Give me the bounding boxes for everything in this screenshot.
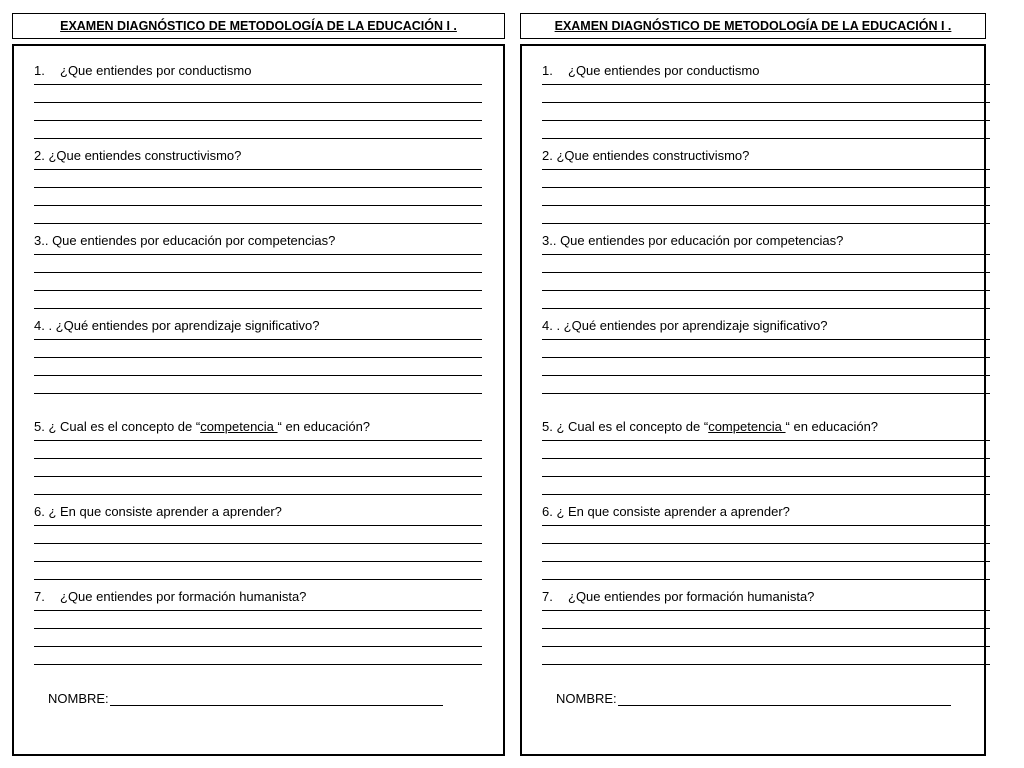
answer-line[interactable] <box>542 629 990 647</box>
answer-line[interactable] <box>34 376 482 394</box>
answer-line[interactable] <box>34 526 482 544</box>
answer-line[interactable] <box>34 103 482 121</box>
question-text: 2. ¿Que entiendes constructivismo? <box>542 148 750 163</box>
answer-line[interactable] <box>34 170 482 188</box>
answer-line[interactable] <box>542 273 990 291</box>
answer-line[interactable] <box>34 459 482 477</box>
question-text: 3.. Que entiendes por educación por competencias? <box>542 233 844 248</box>
question-4 <box>34 317 482 335</box>
answer-line[interactable] <box>542 188 990 206</box>
answer-line[interactable] <box>542 85 990 103</box>
nombre-field <box>556 691 951 706</box>
answer-line[interactable] <box>542 291 990 309</box>
answer-line[interactable] <box>34 358 482 376</box>
answer-line[interactable] <box>542 170 990 188</box>
nombre-label: NOMBRE: <box>48 691 109 706</box>
question-1 <box>542 62 990 80</box>
question-list-left <box>34 62 482 665</box>
answer-line[interactable] <box>542 647 990 665</box>
answer-line[interactable] <box>542 544 990 562</box>
answer-line[interactable] <box>34 188 482 206</box>
question-number: 7. <box>34 589 45 604</box>
question-text: 3.. Que entiendes por educación por competencias? <box>34 233 336 248</box>
question-2 <box>34 147 482 165</box>
question-emphasis: competencia <box>708 419 786 434</box>
answer-line[interactable] <box>34 121 482 139</box>
exam-sheet-left <box>12 44 505 756</box>
answer-line[interactable] <box>542 611 990 629</box>
question-7 <box>34 588 482 606</box>
question-number: 1. <box>34 63 45 78</box>
question-text: 4. . ¿Qué entiendes por aprendizaje significativo? <box>34 318 320 333</box>
answer-line[interactable] <box>542 477 990 495</box>
question-3 <box>34 232 482 250</box>
nombre-input-line[interactable] <box>618 691 951 706</box>
question-number: 1. <box>542 63 553 78</box>
answer-line[interactable] <box>34 477 482 495</box>
question-text: 5. ¿ Cual es el concepto de “ <box>34 419 201 434</box>
exam-title-left: EXAMEN DIAGNÓSTICO DE METODOLOGÍA DE LA EDUCACIÓN I . <box>12 13 505 39</box>
answer-line[interactable] <box>542 459 990 477</box>
answer-line[interactable] <box>34 340 482 358</box>
nombre-field <box>48 691 443 706</box>
question-list-right <box>542 62 990 665</box>
answer-line[interactable] <box>542 358 990 376</box>
answer-line[interactable] <box>34 562 482 580</box>
answer-line[interactable] <box>34 629 482 647</box>
answer-line[interactable] <box>542 340 990 358</box>
answer-line[interactable] <box>34 291 482 309</box>
question-text-end: “ en educación? <box>277 419 371 434</box>
question-text: 6. ¿ En que consiste aprender a aprender? <box>34 504 282 519</box>
question-6 <box>34 503 482 521</box>
question-text: 5. ¿ Cual es el concepto de “ <box>542 419 709 434</box>
answer-line[interactable] <box>542 562 990 580</box>
question-number: 7. <box>542 589 553 604</box>
nombre-input-line[interactable] <box>110 691 443 706</box>
exam-sheet-right <box>520 44 986 756</box>
answer-line[interactable] <box>34 611 482 629</box>
answer-line[interactable] <box>542 121 990 139</box>
question-5 <box>34 418 482 436</box>
question-5 <box>542 418 990 436</box>
answer-line[interactable] <box>542 376 990 394</box>
answer-line[interactable] <box>34 206 482 224</box>
answer-line[interactable] <box>542 255 990 273</box>
question-text: 4. . ¿Qué entiendes por aprendizaje significativo? <box>542 318 828 333</box>
answer-line[interactable] <box>34 441 482 459</box>
question-7 <box>542 588 990 606</box>
question-text: ¿Que entiendes por formación humanista? <box>568 589 815 604</box>
question-text: ¿Que entiendes por conductismo <box>568 63 760 78</box>
question-2 <box>542 147 990 165</box>
nombre-label: NOMBRE: <box>556 691 617 706</box>
question-6 <box>542 503 990 521</box>
question-text: 2. ¿Que entiendes constructivismo? <box>34 148 242 163</box>
question-text-end: “ en educación? <box>785 419 879 434</box>
answer-line[interactable] <box>542 526 990 544</box>
answer-line[interactable] <box>34 544 482 562</box>
answer-line[interactable] <box>542 206 990 224</box>
question-4 <box>542 317 990 335</box>
answer-line[interactable] <box>34 647 482 665</box>
question-1 <box>34 62 482 80</box>
answer-line[interactable] <box>542 103 990 121</box>
question-3 <box>542 232 990 250</box>
answer-line[interactable] <box>34 255 482 273</box>
answer-line[interactable] <box>34 273 482 291</box>
question-text: ¿Que entiendes por formación humanista? <box>60 589 307 604</box>
question-text: 6. ¿ En que consiste aprender a aprender? <box>542 504 790 519</box>
question-text: ¿Que entiendes por conductismo <box>60 63 252 78</box>
question-emphasis: competencia <box>200 419 278 434</box>
answer-line[interactable] <box>34 85 482 103</box>
answer-line[interactable] <box>542 441 990 459</box>
exam-title-right: EXAMEN DIAGNÓSTICO DE METODOLOGÍA DE LA EDUCACIÓN I . <box>520 13 986 39</box>
